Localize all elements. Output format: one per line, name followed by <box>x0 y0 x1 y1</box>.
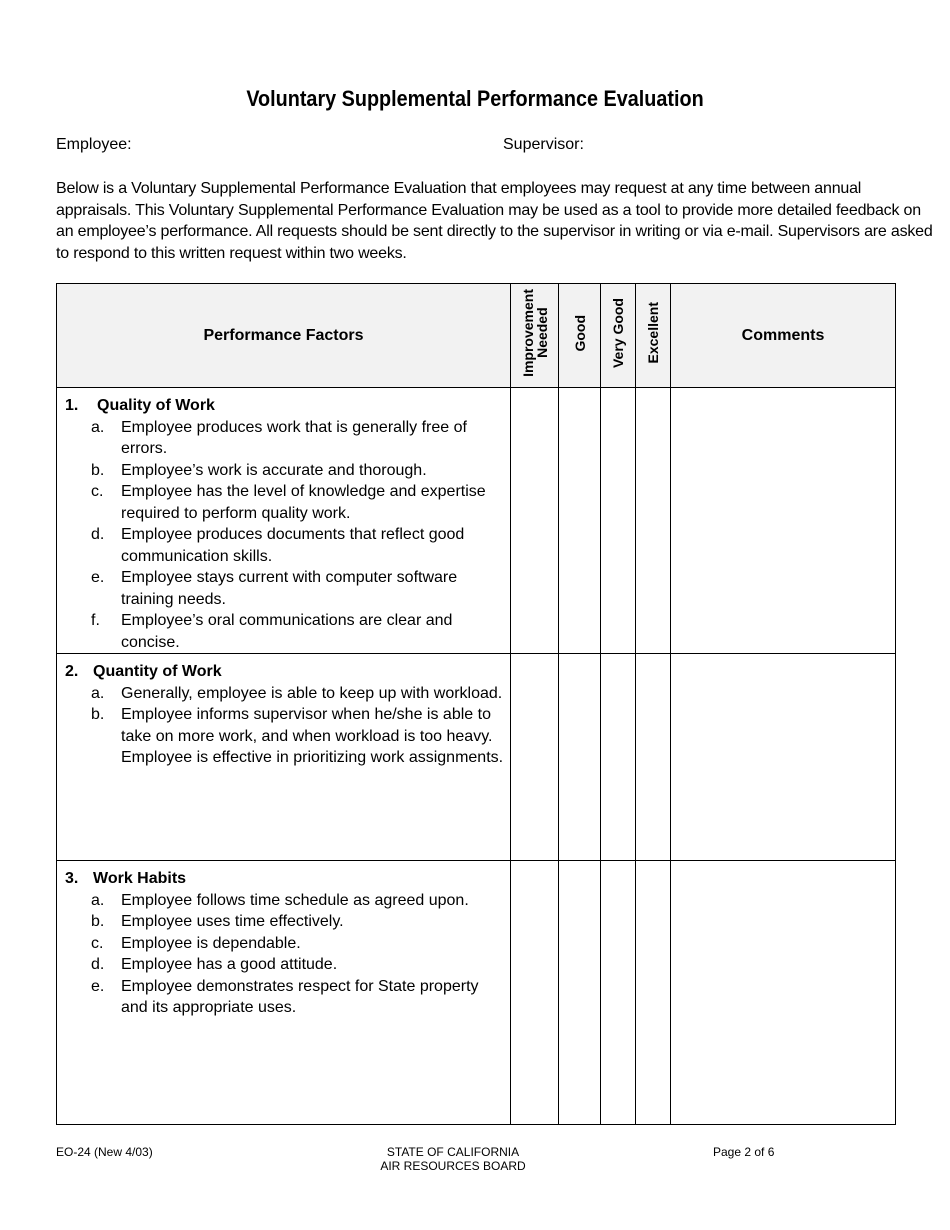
list-item: c. Employee has the level of knowledge and expertise required to perform quality work. <box>91 483 486 522</box>
factor-title: Quantity of Work <box>93 663 222 680</box>
header-good: Good <box>559 284 601 388</box>
intro-paragraph: Below is a Voluntary Supplemental Performance Evaluation that employees may request at any time between annual appraisals. This Voluntary Supplemental Performance Evaluation may be used as a tool to provide more detailed feedback on an employee’s performance. All requests should be sent directly to the supervisor in writing or via e-mail. Supervisors are asked to respond to this written request within two weeks. <box>56 180 933 262</box>
rating-excellent-cell[interactable] <box>636 388 671 654</box>
table-row <box>57 654 896 861</box>
rating-improvement-needed-cell[interactable] <box>511 388 559 654</box>
page-number: Page 2 of 6 <box>713 1145 775 1159</box>
list-item: b. Employee’s work is accurate and thorough. <box>91 461 427 479</box>
list-item: a. Generally, employee is able to keep up with workload. <box>91 684 503 702</box>
table-row <box>57 388 896 654</box>
list-item: f. Employee’s oral communications are clear and concise. <box>91 612 453 651</box>
list-item: a. Employee produces work that is generally free of errors. <box>91 418 467 457</box>
factor-quantity-of-work: 2. Quantity of Work a. Generally, employee is able to keep up with workload. b. Employee informs supervisor when he/she is able to take on more work, and when workload is too heavy. Employee is effective in prioritizing work assignments. <box>57 654 511 861</box>
list-item: a. Employee follows time schedule as agreed upon. <box>91 891 469 909</box>
table-row <box>57 861 896 1125</box>
rating-improvement-needed-cell[interactable] <box>511 861 559 1125</box>
list-item: d. Employee produces documents that reflect good communication skills. <box>91 526 465 565</box>
agency-name: STATE OF CALIFORNIA AIR RESOURCES BOARD <box>380 1145 526 1173</box>
header-performance-factors: Performance Factors <box>57 284 511 388</box>
header-improvement-needed: Improvement Needed <box>511 284 559 388</box>
rating-good-cell[interactable] <box>559 861 601 1125</box>
list-item: b. Employee uses time effectively. <box>91 913 344 930</box>
factor-title: Quality of Work <box>97 397 215 414</box>
evaluation-table <box>56 283 896 1125</box>
factor-title: Work Habits <box>93 870 187 887</box>
supervisor-label: Supervisor: <box>503 136 584 153</box>
header-excellent: Excellent <box>636 284 671 388</box>
list-item: b. Employee informs supervisor when he/she is able to take on more work, and when workload is too heavy. Employee is effective in prioritizing work assignments. <box>91 706 504 766</box>
rating-good-cell[interactable] <box>559 388 601 654</box>
comments-cell[interactable] <box>671 861 896 1125</box>
rating-very-good-cell[interactable] <box>601 388 636 654</box>
list-item: c. Employee is dependable. <box>91 934 301 952</box>
comments-cell[interactable] <box>671 388 896 654</box>
employee-label: Employee: <box>56 136 132 153</box>
list-item: d. Employee has a good attitude. <box>91 956 338 973</box>
rating-excellent-cell[interactable] <box>636 654 671 861</box>
header-very-good: Very Good <box>601 284 636 388</box>
list-item: e. Employee demonstrates respect for State property and its appropriate uses. <box>91 977 479 1016</box>
rating-very-good-cell[interactable] <box>601 654 636 861</box>
list-item: e. Employee stays current with computer software training needs. <box>91 569 458 608</box>
rating-excellent-cell[interactable] <box>636 861 671 1125</box>
factor-work-habits: 3. Work Habits a. Employee follows time schedule as agreed upon. b. Employee uses time effectively. c. Employee is dependable. d. Employee has a good attitude. e. Employee demonstrates respect for State property and its appropriate uses. <box>57 861 511 1125</box>
form-id: EO-24 (New 4/03) <box>56 1145 153 1159</box>
comments-cell[interactable] <box>671 654 896 861</box>
header-comments: Comments <box>671 284 896 388</box>
rating-good-cell[interactable] <box>559 654 601 861</box>
table-header-row <box>57 284 896 388</box>
factor-quality-of-work: 1. Quality of Work a. Employee produces work that is generally free of errors. b. Employee’s work is accurate and thorough. c. Employee has the level of knowledge and expertise required to perform quality work. d. Employee produces documents that reflect good communication skills. e. Employee stays current with computer software training needs. f. Employee’s oral communications are clear and concise. <box>57 388 511 654</box>
rating-improvement-needed-cell[interactable] <box>511 654 559 861</box>
page-title: Voluntary Supplemental Performance Evaluation <box>246 86 704 111</box>
rating-very-good-cell[interactable] <box>601 861 636 1125</box>
